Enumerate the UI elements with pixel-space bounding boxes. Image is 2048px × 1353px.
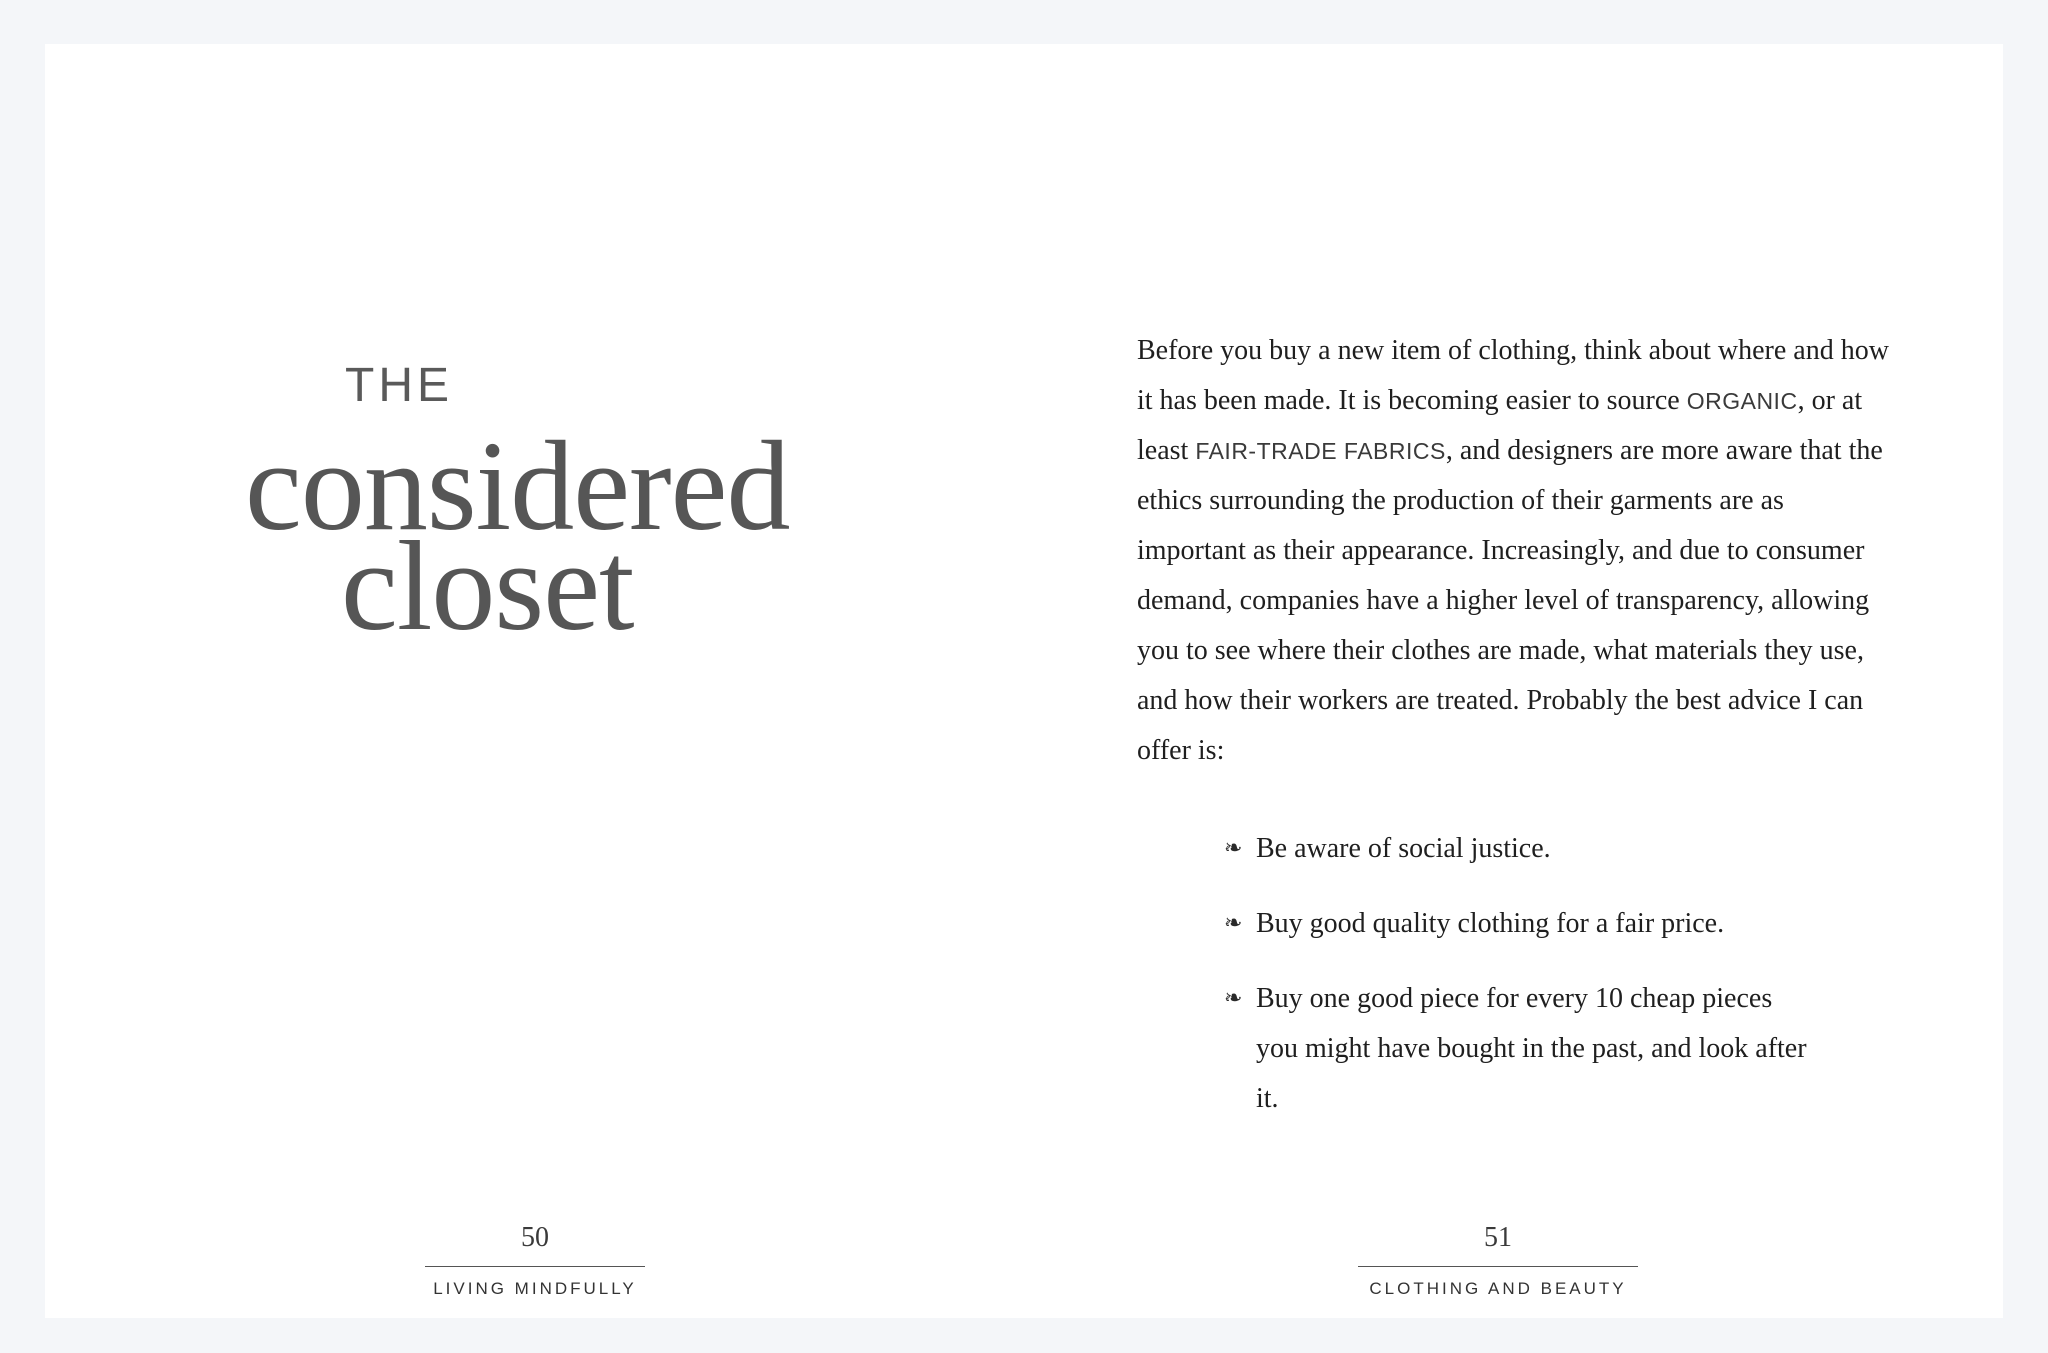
page-number-left: 50 [425,1224,645,1267]
title-line-1: considered [245,415,790,557]
advice-list [1224,824,1864,1149]
right-folio [1358,1224,1638,1299]
list-item [1224,824,1864,874]
fleuron-bullet-icon: ❧ [1224,986,1243,1011]
term-fair-trade: FAIR-TRADE FABRICS [1195,438,1446,464]
fleuron-bullet-icon: ❧ [1224,911,1243,936]
section-name-left: LIVING MINDFULLY [433,1279,637,1298]
page-number-right: 51 [1358,1224,1638,1267]
section-name-right: CLOTHING AND BEAUTY [1369,1279,1627,1298]
book-spread [45,44,2003,1318]
term-organic: ORGANIC [1686,388,1798,414]
right-page [1024,44,2003,1318]
paragraph-part-2: , or at least [1137,385,1863,466]
advice-text: Buy one good piece for every 10 cheap pieces you might have bought in the past, and look after it. [1256,983,1807,1114]
fleuron-bullet-icon: ❧ [1224,836,1243,861]
advice-text: Buy good quality clothing for a fair price. [1256,908,1725,939]
title-prefix: THE [345,359,453,412]
list-item [1224,899,1864,949]
left-page [45,44,1024,1318]
advice-text: Be aware of social justice. [1256,833,1551,864]
body-paragraph [1137,326,1897,776]
paragraph-part-1: Before you buy a new item of clothing, think about where and how it has been made. It is becoming easier to source [1137,335,1889,416]
list-item [1224,974,1816,1124]
left-folio [425,1224,645,1299]
title-line-2: closet [341,515,634,657]
paragraph-part-3: , and designers are more aware that the ethics surrounding the production of their garments are as important as their appearance. Increasingly, and due to consumer demand, companies have a higher level of transparency, allowing you to see where their clothes are made, what materials they use, and how their workers are treated. Probably the best advice I can offer is: [1137,435,1883,766]
